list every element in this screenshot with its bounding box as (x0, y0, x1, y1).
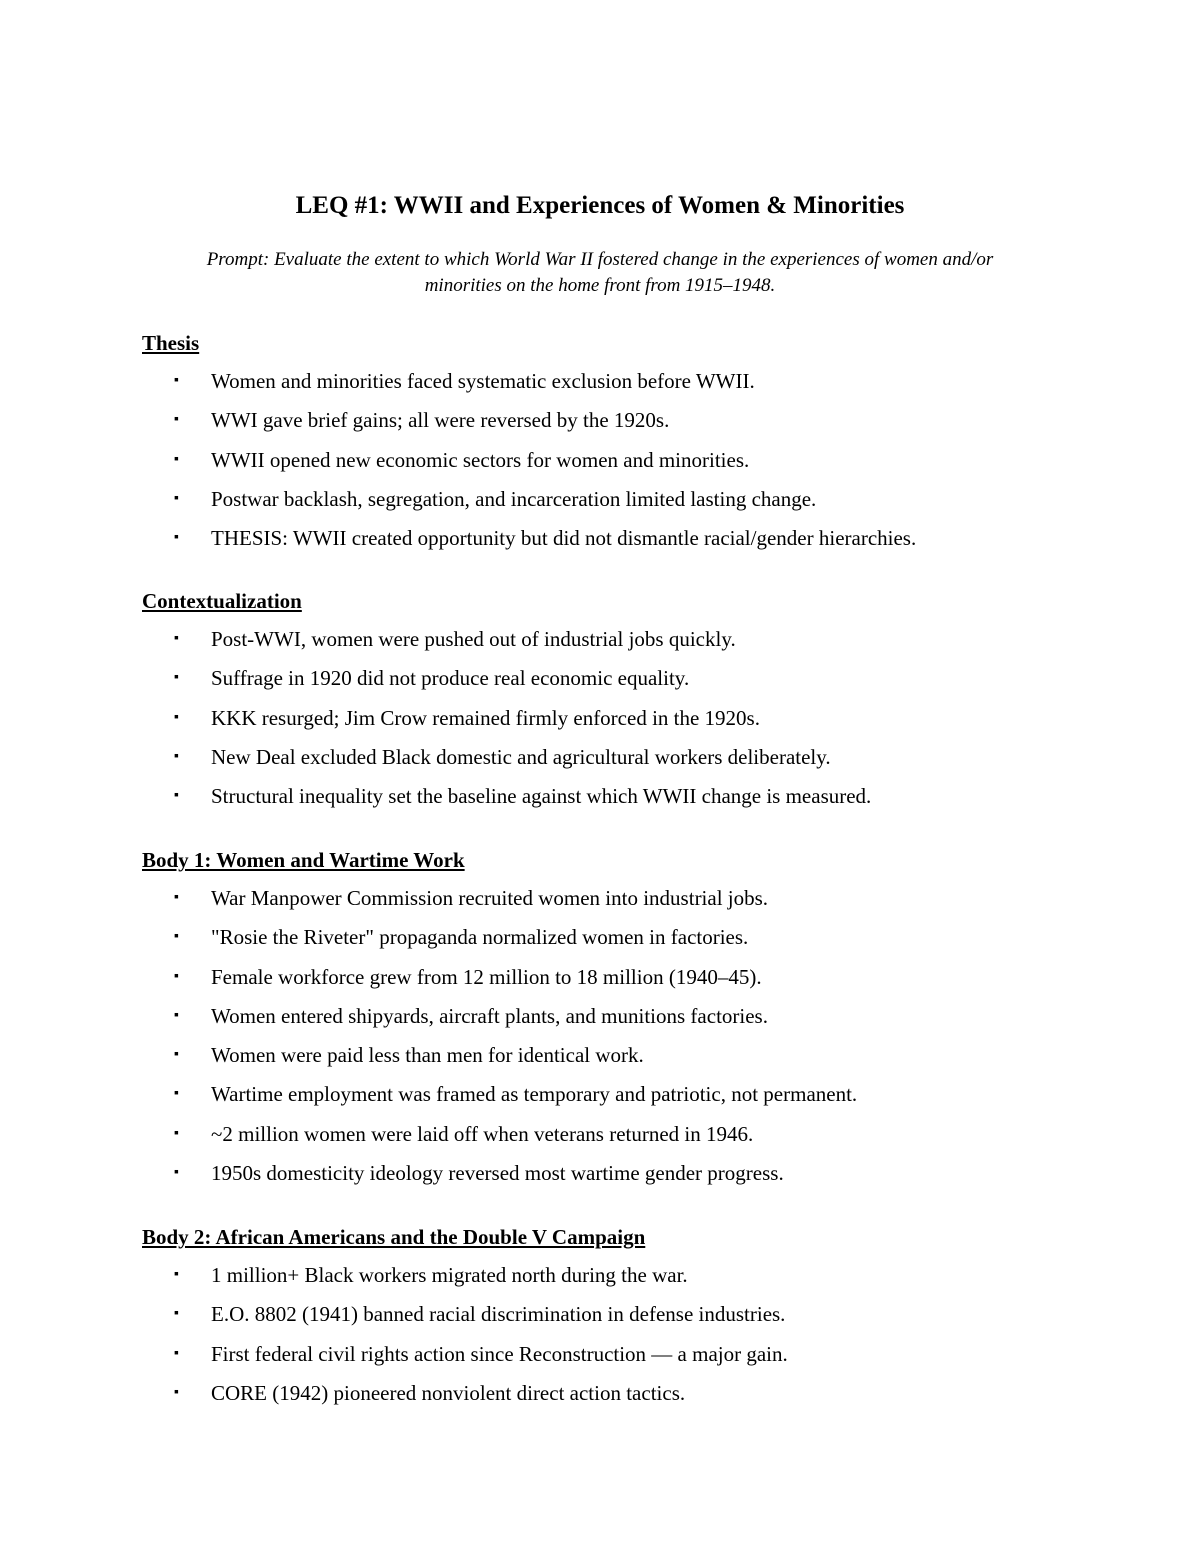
list-item-text: Women and minorities faced systematic exclusion before WWII. (211, 369, 755, 393)
list-item (142, 404, 1102, 443)
bullet-icon: ▪ (174, 373, 179, 388)
list-item-text: Female workforce grew from 12 million to 18 million (1940–45). (211, 964, 762, 989)
body-2-list (142, 1259, 1102, 1416)
list-item-text: 1 million+ Black workers migrated north during the war. (211, 1263, 688, 1287)
list-item-text: WWI gave brief gains; all were reversed by the 1920s. (211, 408, 670, 433)
list-item-text: War Manpower Commission recruited women into industrial jobs. (211, 886, 769, 910)
list-item-text: ~2 million women were laid off when veterans returned in 1946. (211, 1121, 754, 1146)
bullet-icon: ▪ (174, 929, 179, 945)
bullet-icon: ▪ (174, 631, 179, 646)
section-body-1 (142, 845, 1102, 1196)
list-item-text: E.O. 8802 (1941) banned racial discrimination in defense industries. (211, 1302, 786, 1327)
list-item-text: WWII opened new economic sectors for women and minorities. (211, 447, 750, 472)
list-item (142, 780, 1102, 819)
bullet-icon: ▪ (174, 890, 179, 905)
bullet-icon: ▪ (174, 530, 179, 546)
body-1-list (142, 882, 1102, 1196)
bullet-icon: ▪ (174, 1165, 179, 1181)
list-item-text: New Deal excluded Black domestic and agricultural workers deliberately. (211, 744, 831, 769)
bullet-icon: ▪ (174, 1125, 179, 1141)
thesis-list (142, 365, 1102, 561)
list-item (142, 444, 1102, 483)
list-item (142, 882, 1102, 921)
list-item (142, 961, 1102, 1000)
bullet-icon: ▪ (174, 451, 179, 467)
list-item-text: Structural inequality set the baseline against which WWII change is measured. (211, 784, 872, 809)
list-item (142, 702, 1102, 741)
list-item-text: Post-WWI, women were pushed out of industrial jobs quickly. (211, 627, 736, 651)
list-item (142, 1259, 1102, 1298)
list-item-text: Women entered shipyards, aircraft plants, and munitions factories. (211, 1003, 768, 1028)
list-item-text: Suffrage in 1920 did not produce real economic equality. (211, 666, 690, 691)
list-item (142, 522, 1102, 561)
list-item (142, 1039, 1102, 1078)
list-item (142, 1078, 1102, 1117)
list-item (142, 623, 1102, 662)
bullet-icon: ▪ (174, 709, 179, 725)
bullet-icon: ▪ (174, 412, 179, 428)
bullet-icon: ▪ (174, 1345, 179, 1361)
list-item-text: THESIS: WWII created opportunity but did not dismantle racial/gender hierarchies. (211, 526, 917, 551)
list-item-text: KKK resurged; Jim Crow remained firmly enforced in the 1920s. (211, 705, 760, 730)
list-item (142, 365, 1102, 404)
section-body-2 (142, 1222, 1102, 1416)
list-item-text: First federal civil rights action since Reconstruction — a major gain. (211, 1341, 788, 1366)
bullet-icon: ▪ (174, 1306, 179, 1322)
section-contextualization (142, 586, 1102, 819)
contextualization-list (142, 623, 1102, 819)
list-item-text: Women were paid less than men for identical work. (211, 1043, 644, 1068)
bullet-icon: ▪ (174, 1047, 179, 1063)
prompt-line-1: Prompt: Evaluate the extent to which World War II fostered change in the experiences of women and/or (206, 249, 994, 270)
list-item (142, 1157, 1102, 1196)
prompt-line-2: minorities on the home front from 1915–1948. (424, 275, 776, 296)
list-item (142, 741, 1102, 780)
list-item-text: 1950s domesticity ideology reversed most wartime gender progress. (211, 1161, 784, 1186)
list-item (142, 1000, 1102, 1039)
bullet-icon: ▪ (174, 490, 179, 506)
bullet-icon: ▪ (174, 1384, 179, 1400)
list-item (142, 1377, 1102, 1416)
list-item-text: "Rosie the Riveter" propaganda normalized women in factories. (211, 925, 749, 950)
bullet-icon: ▪ (174, 1267, 179, 1282)
section-heading-thesis: Thesis (142, 331, 200, 355)
list-item (142, 921, 1102, 960)
bullet-icon: ▪ (174, 788, 179, 804)
list-item-text: Postwar backlash, segregation, and incarceration limited lasting change. (211, 486, 817, 511)
list-item-text: Wartime employment was framed as temporary and patriotic, not permanent. (211, 1082, 858, 1107)
bullet-icon: ▪ (174, 670, 179, 686)
bullet-icon: ▪ (174, 968, 179, 984)
list-item (142, 1118, 1102, 1157)
bullet-icon: ▪ (174, 748, 179, 764)
document-title: LEQ #1: WWII and Experiences of Women & Minorities (295, 192, 905, 219)
section-thesis (142, 328, 1102, 561)
prompt-text (130, 247, 1070, 299)
section-heading-body-1: Body 1: Women and Wartime Work (142, 848, 465, 872)
list-item (142, 1338, 1102, 1377)
bullet-icon: ▪ (174, 1007, 179, 1023)
list-item-text: CORE (1942) pioneered nonviolent direct action tactics. (211, 1380, 686, 1405)
section-heading-body-2: Body 2: African Americans and the Double V Campaign (142, 1225, 646, 1249)
section-heading-contextualization: Contextualization (142, 589, 302, 613)
list-item (142, 483, 1102, 522)
list-item (142, 1298, 1102, 1337)
list-item (142, 662, 1102, 701)
bullet-icon: ▪ (174, 1086, 179, 1102)
